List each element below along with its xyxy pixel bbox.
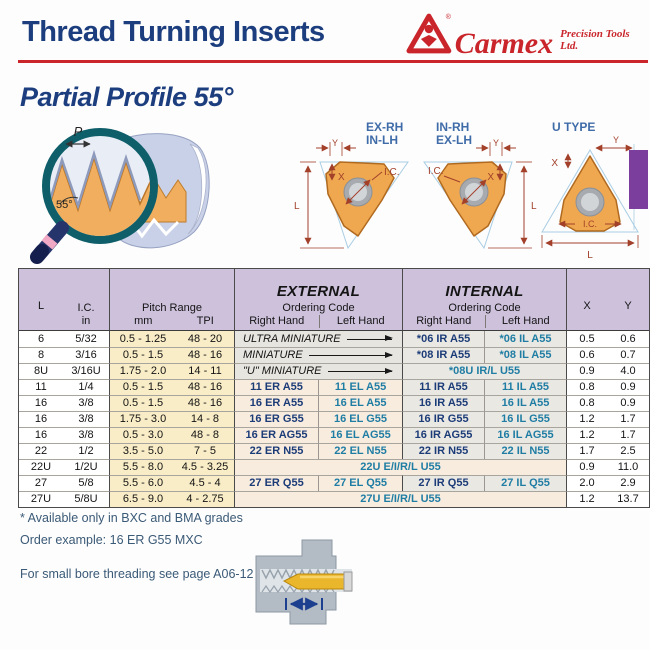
thread-magnifier-illustration: [22, 118, 237, 268]
code-cell: 22 IR N55: [402, 443, 484, 459]
table-cell: 1.2: [566, 411, 607, 427]
external-series-cell: [234, 347, 402, 363]
col-label-lh: Left Hand: [319, 315, 403, 328]
code-cell: 11 IR A55: [402, 379, 484, 395]
y-dimension-label: Y: [612, 135, 620, 145]
arrow-line: [328, 371, 393, 372]
section-title: Partial Profile 55°: [20, 82, 233, 112]
col-header-x: [566, 269, 607, 331]
table-cell: 0.9: [607, 395, 649, 411]
table-cell: 16: [19, 427, 63, 443]
internal-title: INTERNAL: [445, 283, 524, 300]
table-cell: 6.5 - 9.0: [109, 491, 176, 507]
table-cell: 1.2: [566, 427, 607, 443]
bore-threading-illustration: [248, 532, 356, 634]
table-cell: 4.0: [607, 363, 649, 379]
table-cell: 0.8: [566, 379, 607, 395]
table-cell: 22: [19, 443, 63, 459]
table-cell: 1.75 - 2.0: [109, 363, 176, 379]
col-label: Y: [624, 300, 632, 312]
table-cell: 0.5 - 1.5: [109, 347, 176, 363]
table-cell: 16: [19, 411, 63, 427]
code-cell: 22 EL N55: [318, 443, 402, 459]
table-cell: 27: [19, 475, 63, 491]
table-cell: 0.6: [607, 331, 649, 347]
table-cell: 5.5 - 8.0: [109, 459, 176, 475]
label-line: EX-LH: [436, 133, 472, 147]
table-cell: 0.8: [566, 395, 607, 411]
table-cell: 1.7: [607, 427, 649, 443]
code-cell: 16 IL A55: [484, 395, 566, 411]
table-cell: 14 - 11: [176, 363, 234, 379]
table-cell: 1/4: [63, 379, 109, 395]
table-cell: 3/16: [63, 347, 109, 363]
table-cell: 0.5 - 1.5: [109, 395, 176, 411]
inserts-table: [18, 268, 650, 508]
order-example-note: Order example: 16 ER G55 MXC: [20, 533, 203, 547]
table-cell: 3.5 - 5.0: [109, 443, 176, 459]
code-cell: *06 IL A55: [484, 331, 566, 347]
table-cell: 4.5 - 3.25: [176, 459, 234, 475]
page-title: Thread Turning Inserts: [22, 16, 325, 48]
table-cell: 6: [19, 331, 63, 347]
external-series-cell: [234, 331, 402, 347]
table-cell: 48 - 20: [176, 331, 234, 347]
table-cell: 3/8: [63, 411, 109, 427]
table-cell: 2.0: [566, 475, 607, 491]
table-cell: 0.5 - 1.5: [109, 379, 176, 395]
table-cell: 3/8: [63, 427, 109, 443]
code-cell: 16 EL AG55: [318, 427, 402, 443]
code-cell: 16 EL A55: [318, 395, 402, 411]
table-cell: 11: [19, 379, 63, 395]
hand-subheaders: [235, 315, 402, 328]
x-dimension-label: X: [338, 172, 345, 183]
table-cell: 5/32: [63, 331, 109, 347]
table-cell: 0.5 - 3.0: [109, 427, 176, 443]
col-label: L: [37, 300, 45, 312]
col-header-internal: [402, 269, 566, 331]
y-dimension-label: Y: [492, 138, 500, 148]
code-cell: *08 IR A55: [402, 347, 484, 363]
table-cell: 27U: [19, 491, 63, 507]
table-cell: 11.0: [607, 459, 649, 475]
carmex-logo-icon: [406, 12, 452, 56]
code-cell: 27 IL Q55: [484, 475, 566, 491]
table-cell: 48 - 16: [176, 395, 234, 411]
code-cell: 16 IR G55: [402, 411, 484, 427]
registered-mark: ®: [445, 14, 451, 22]
ic-dimension-label: I.C.: [582, 219, 598, 229]
hand-subheaders: [403, 315, 566, 328]
arrow-line: [309, 355, 392, 356]
table-cell: 4 - 2.75: [176, 491, 234, 507]
code-cell: 11 EL A55: [318, 379, 402, 395]
table-cell: 8U: [19, 363, 63, 379]
table-cell: 48 - 16: [176, 379, 234, 395]
table-cell: 13.7: [607, 491, 649, 507]
label-line: EX-RH: [366, 120, 404, 134]
small-bore-note: For small bore threading see page A06-12: [20, 567, 254, 581]
code-cell: 16 ER AG55: [234, 427, 318, 443]
col-label-mm: mm: [134, 315, 153, 327]
table-cell: 1.7: [566, 443, 607, 459]
code-cell: 16 IR AG55: [402, 427, 484, 443]
table-cell: 2.9: [607, 475, 649, 491]
table-cell: 3/8: [63, 395, 109, 411]
table-cell: 3/16U: [63, 363, 109, 379]
external-title: EXTERNAL: [276, 283, 361, 300]
grades-note: * Available only in BXC and BMA grades: [20, 511, 243, 525]
code-cell: 22U E/I/R/L U55: [234, 459, 566, 475]
table-cell: 0.9: [566, 459, 607, 475]
table-cell: 7 - 5: [176, 443, 234, 459]
table-cell: 1.7: [607, 411, 649, 427]
table-cell: 0.6: [566, 347, 607, 363]
brand-tagline: Precision Tools Ltd.: [560, 28, 630, 52]
code-cell: *06 IR A55: [402, 331, 484, 347]
table-cell: 2.5: [607, 443, 649, 459]
table-cell: 1/2U: [63, 459, 109, 475]
code-cell: 27 ER Q55: [234, 475, 318, 491]
table-cell: 8: [19, 347, 63, 363]
l-dimension-label: L: [531, 201, 537, 212]
col-label: Pitch Range: [142, 302, 202, 314]
ic-dimension-label: I.C.: [384, 167, 400, 178]
series-label: "U" MINIATURE: [243, 365, 322, 377]
x-dimension-label: X: [487, 172, 494, 183]
code-cell: 16 IL G55: [484, 411, 566, 427]
col-label: X: [583, 300, 591, 312]
table-cell: 1.2: [566, 491, 607, 507]
code-cell: 27U E/I/R/L U55: [234, 491, 566, 507]
insert-diagram-ex-rh: [286, 133, 418, 262]
pitch-dimension-label: P: [73, 124, 83, 139]
code-cell: 11 ER A55: [234, 379, 318, 395]
table-cell: 5.5 - 6.0: [109, 475, 176, 491]
code-cell: 22 IL N55: [484, 443, 566, 459]
table-cell: 14 - 8: [176, 411, 234, 427]
code-cell: 16 IL AG55: [484, 427, 566, 443]
ordering-code-label: Ordering Code: [282, 302, 355, 314]
table-cell: 0.5: [566, 331, 607, 347]
l-dimension-label: L: [587, 250, 593, 261]
external-series-cell: [234, 363, 402, 379]
l-dimension-label: L: [294, 201, 300, 212]
table-cell: 22U: [19, 459, 63, 475]
page-edge-tab: [629, 150, 648, 209]
code-cell: 16 ER G55: [234, 411, 318, 427]
col-unit: in: [81, 315, 91, 327]
col-label-rh: Right Hand: [416, 315, 472, 327]
table-cell: 48 - 16: [176, 347, 234, 363]
angle-label: 55°: [56, 199, 73, 211]
col-label-tpi: TPI: [196, 315, 214, 327]
table-cell: 0.5 - 1.25: [109, 331, 176, 347]
ic-dimension-label: I.C.: [428, 166, 444, 177]
code-cell: 16 ER A55: [234, 395, 318, 411]
series-label: MINIATURE: [243, 349, 303, 361]
col-header-l: [19, 269, 63, 331]
code-cell: 27 IR Q55: [402, 475, 484, 491]
col-label: I.C.: [77, 302, 95, 314]
code-cell: *08U IR/L U55: [402, 363, 566, 379]
series-label: ULTRA MINIATURE: [243, 332, 341, 345]
col-label-lh: Left Hand: [485, 315, 567, 328]
col-header-y: [607, 269, 649, 331]
table-cell: 1/2: [63, 443, 109, 459]
table-cell: 0.9: [607, 379, 649, 395]
col-label-rh: Right Hand: [249, 315, 305, 327]
table-cell: 0.9: [566, 363, 607, 379]
code-cell: *08 IL A55: [484, 347, 566, 363]
ordering-code-label: Ordering Code: [448, 302, 521, 314]
code-cell: 22 ER N55: [234, 443, 318, 459]
table-cell: 1.75 - 3.0: [109, 411, 176, 427]
insert-diagram-in-rh: [414, 133, 546, 262]
y-dimension-label: Y: [331, 138, 339, 148]
label-line: IN-LH: [366, 133, 398, 147]
header-divider: [18, 60, 648, 63]
code-cell: 16 EL G55: [318, 411, 402, 427]
brand-name: Carmex: [454, 26, 554, 60]
magnifier-handle: [37, 228, 62, 257]
table-cell: 0.7: [607, 347, 649, 363]
code-cell: 11 IL A55: [484, 379, 566, 395]
table-cell: 5/8: [63, 475, 109, 491]
table-cell: 5/8U: [63, 491, 109, 507]
code-cell: 27 EL Q55: [318, 475, 402, 491]
table-cell: 48 - 8: [176, 427, 234, 443]
pitch-subheaders: [110, 315, 234, 328]
col-header-external: [234, 269, 402, 331]
arrow-line: [347, 339, 392, 340]
table-cell: 16: [19, 395, 63, 411]
x-dimension-label: X: [551, 158, 558, 169]
col-header-ic: [63, 269, 109, 331]
insert-label-u-type: U TYPE: [552, 120, 596, 134]
label-line: IN-RH: [436, 120, 470, 134]
table-cell: 4.5 - 4: [176, 475, 234, 491]
brand-logo: [406, 12, 650, 60]
col-header-pitch: [109, 269, 234, 331]
code-cell: 16 IR A55: [402, 395, 484, 411]
